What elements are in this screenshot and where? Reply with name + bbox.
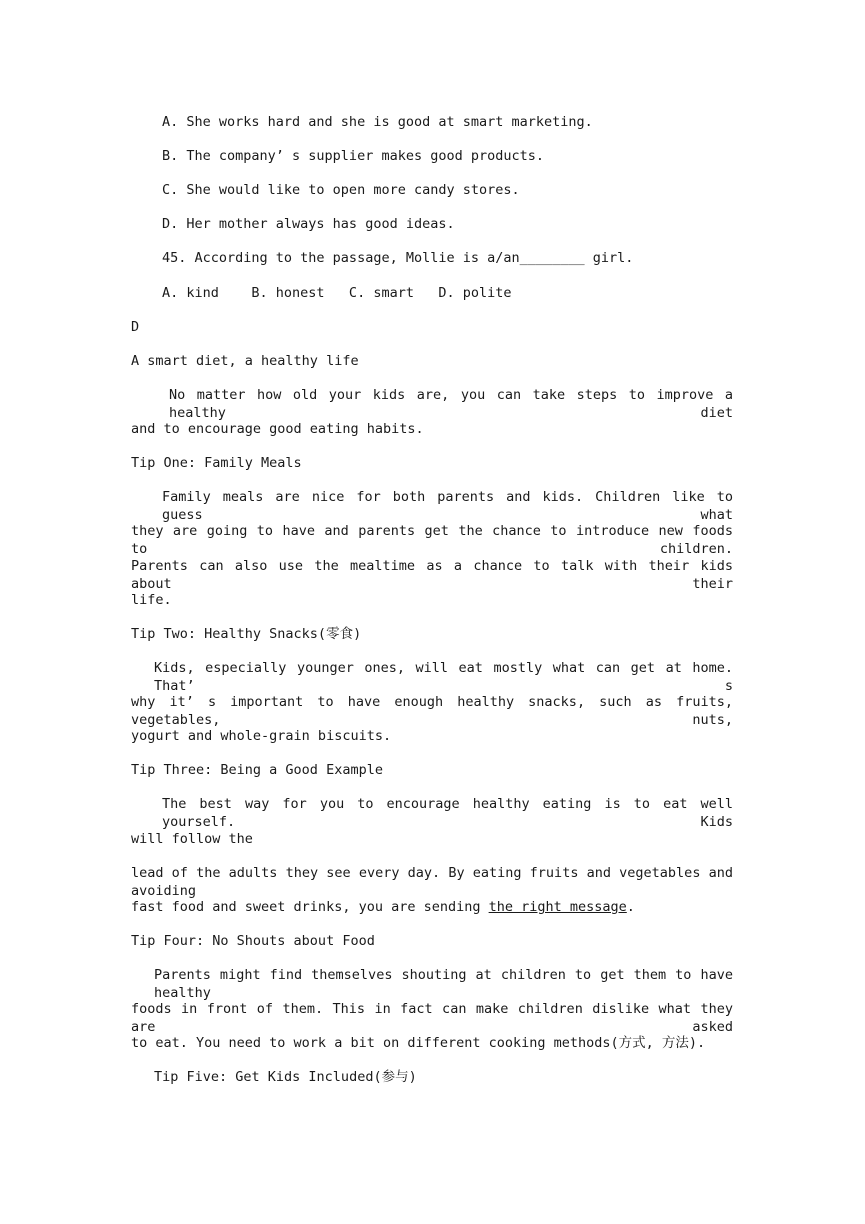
tip3-line-3: lead of the adults they see every day. By eating fruits and vegetables and avoiding xyxy=(131,865,733,899)
tip1-heading: Tip One: Family Meals xyxy=(131,455,302,471)
intro-line-1: No matter how old your kids are, you can take steps to improve a healthy diet xyxy=(169,387,733,421)
q44-option-b: B. The company’ s supplier makes good products. xyxy=(162,148,545,164)
tip2-heading: Tip Two: Healthy Snacks(零食) xyxy=(131,626,362,642)
section-letter: D xyxy=(131,319,140,335)
tip3-line-4-text: fast food and sweet drinks, you are sending xyxy=(131,899,489,915)
tip1-line-2: they are going to have and parents get the chance to introduce new foods to children. xyxy=(131,523,733,557)
tip3-line-2: will follow the xyxy=(131,831,253,847)
tip4-line-3: to eat. You need to work a bit on different cooking methods(方式, 方法). xyxy=(131,1035,706,1051)
tip2-line-2: why it’ s important to have enough healthy snacks, such as fruits, vegetables, nuts, xyxy=(131,694,733,728)
tip4-line-1: Parents might find themselves shouting at children to get them to have healthy xyxy=(154,967,733,1001)
q45-stem: 45. According to the passage, Mollie is a/an________ girl. xyxy=(162,250,634,266)
q45-options: A. kind B. honest C. smart D. polite xyxy=(162,285,512,301)
q44-option-c: C. She would like to open more candy stores. xyxy=(162,182,520,198)
intro-line-2: and to encourage good eating habits. xyxy=(131,421,424,437)
q44-option-d: D. Her mother always has good ideas. xyxy=(162,216,455,232)
tip4-heading: Tip Four: No Shouts about Food xyxy=(131,933,375,949)
tip5-heading: Tip Five: Get Kids Included(参与) xyxy=(154,1069,417,1085)
tip1-line-4: life. xyxy=(131,592,172,608)
tip2-line-1: Kids, especially younger ones, will eat mostly what can get at home. That’ s xyxy=(154,660,733,694)
tip1-line-3: Parents can also use the mealtime as a chance to talk with their kids about their xyxy=(131,558,733,592)
tip3-heading: Tip Three: Being a Good Example xyxy=(131,762,383,778)
tip3-line-4-period: . xyxy=(626,899,635,915)
tip4-line-2: foods in front of them. This in fact can make children dislike what they are asked xyxy=(131,1001,733,1035)
tip2-line-3: yogurt and whole-grain biscuits. xyxy=(131,728,392,744)
tip3-line-1: The best way for you to encourage healthy eating is to eat well yourself. Kids xyxy=(162,796,733,830)
right-message-underlined: the right message xyxy=(488,899,627,915)
article-title: A smart diet, a healthy life xyxy=(131,353,359,369)
tip1-line-1: Family meals are nice for both parents and kids. Children like to guess what xyxy=(162,489,733,523)
tip3-line-4 xyxy=(131,898,733,916)
q44-option-a: A. She works hard and she is good at smart marketing. xyxy=(162,114,593,130)
